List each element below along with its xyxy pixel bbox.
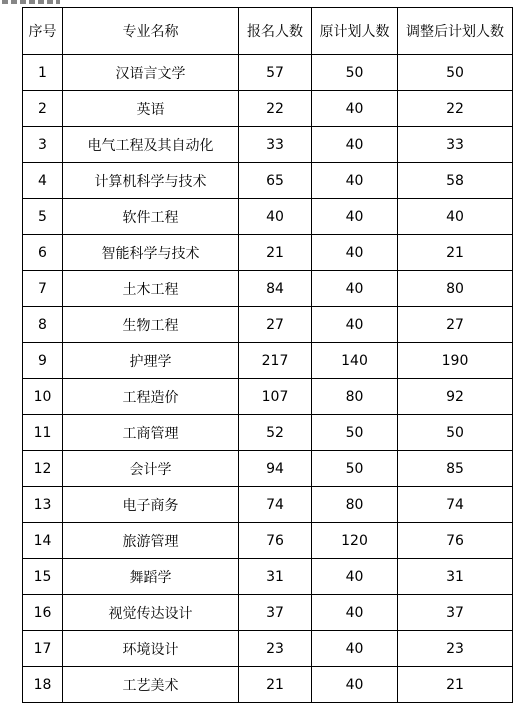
- table-row: [23, 451, 513, 487]
- cell-original-plan: 50: [312, 415, 398, 451]
- table-row: [23, 415, 513, 451]
- cell-adjusted-plan: 21: [398, 235, 513, 271]
- table-row: [23, 163, 513, 199]
- cell-major-name: 会计学: [63, 451, 239, 487]
- table-row: [23, 559, 513, 595]
- cell-adjusted-plan: 40: [398, 199, 513, 235]
- table-row: [23, 235, 513, 271]
- cell-adjusted-plan: 21: [398, 667, 513, 703]
- cell-adjusted-plan: 23: [398, 631, 513, 667]
- cell-serial-number: 18: [23, 667, 63, 703]
- cell-original-plan: 40: [312, 271, 398, 307]
- cell-adjusted-plan: 31: [398, 559, 513, 595]
- table-row: [23, 343, 513, 379]
- cell-major-name: 工艺美术: [63, 667, 239, 703]
- cell-serial-number: 9: [23, 343, 63, 379]
- cell-original-plan: 40: [312, 235, 398, 271]
- cell-major-name: 视觉传达设计: [63, 595, 239, 631]
- header-applicants: 报名人数: [239, 8, 312, 55]
- cell-major-name: 英语: [63, 91, 239, 127]
- cell-applicants: 65: [239, 163, 312, 199]
- cell-serial-number: 6: [23, 235, 63, 271]
- cell-applicants: 94: [239, 451, 312, 487]
- cell-adjusted-plan: 27: [398, 307, 513, 343]
- header-original-plan: 原计划人数: [312, 8, 398, 55]
- cell-original-plan: 40: [312, 163, 398, 199]
- cell-adjusted-plan: 50: [398, 415, 513, 451]
- table-row: [23, 487, 513, 523]
- cell-applicants: 107: [239, 379, 312, 415]
- cropped-caption-fragment: [0, 0, 520, 6]
- table-row: [23, 91, 513, 127]
- cell-applicants: 57: [239, 55, 312, 91]
- cell-major-name: 汉语言文学: [63, 55, 239, 91]
- cell-major-name: 计算机科学与技术: [63, 163, 239, 199]
- cell-serial-number: 1: [23, 55, 63, 91]
- cell-original-plan: 80: [312, 379, 398, 415]
- table-row: [23, 55, 513, 91]
- cell-adjusted-plan: 190: [398, 343, 513, 379]
- cell-applicants: 84: [239, 271, 312, 307]
- cell-major-name: 工程造价: [63, 379, 239, 415]
- cell-original-plan: 50: [312, 451, 398, 487]
- cell-applicants: 27: [239, 307, 312, 343]
- cell-adjusted-plan: 76: [398, 523, 513, 559]
- cell-applicants: 22: [239, 91, 312, 127]
- table-row: [23, 523, 513, 559]
- cell-adjusted-plan: 74: [398, 487, 513, 523]
- cell-major-name: 智能科学与技术: [63, 235, 239, 271]
- header-adjusted-plan: 调整后计划人数: [398, 8, 513, 55]
- cell-serial-number: 12: [23, 451, 63, 487]
- header-major-name: 专业名称: [63, 8, 239, 55]
- cell-serial-number: 2: [23, 91, 63, 127]
- table-row: [23, 271, 513, 307]
- cell-major-name: 生物工程: [63, 307, 239, 343]
- cell-serial-number: 17: [23, 631, 63, 667]
- table-row: [23, 127, 513, 163]
- cell-adjusted-plan: 50: [398, 55, 513, 91]
- cell-serial-number: 8: [23, 307, 63, 343]
- table-row: [23, 631, 513, 667]
- cell-applicants: 33: [239, 127, 312, 163]
- table-row: [23, 199, 513, 235]
- cell-serial-number: 10: [23, 379, 63, 415]
- cell-serial-number: 16: [23, 595, 63, 631]
- cell-applicants: 21: [239, 667, 312, 703]
- cell-applicants: 37: [239, 595, 312, 631]
- cell-adjusted-plan: 85: [398, 451, 513, 487]
- cell-applicants: 40: [239, 199, 312, 235]
- cell-original-plan: 40: [312, 199, 398, 235]
- cell-original-plan: 40: [312, 127, 398, 163]
- cell-adjusted-plan: 58: [398, 163, 513, 199]
- cell-original-plan: 40: [312, 307, 398, 343]
- table-row: [23, 307, 513, 343]
- enrollment-plan-table: [22, 7, 513, 703]
- header-serial-number: 序号: [23, 8, 63, 55]
- cell-major-name: 电气工程及其自动化: [63, 127, 239, 163]
- cell-major-name: 舞蹈学: [63, 559, 239, 595]
- cell-original-plan: 40: [312, 631, 398, 667]
- cell-serial-number: 5: [23, 199, 63, 235]
- cell-original-plan: 140: [312, 343, 398, 379]
- cell-major-name: 土木工程: [63, 271, 239, 307]
- cell-serial-number: 11: [23, 415, 63, 451]
- cell-original-plan: 50: [312, 55, 398, 91]
- cell-original-plan: 80: [312, 487, 398, 523]
- cell-major-name: 电子商务: [63, 487, 239, 523]
- cell-adjusted-plan: 92: [398, 379, 513, 415]
- cell-serial-number: 14: [23, 523, 63, 559]
- table-row: [23, 667, 513, 703]
- cell-serial-number: 3: [23, 127, 63, 163]
- cell-adjusted-plan: 33: [398, 127, 513, 163]
- cell-applicants: 31: [239, 559, 312, 595]
- cell-serial-number: 15: [23, 559, 63, 595]
- cell-original-plan: 40: [312, 91, 398, 127]
- cell-serial-number: 7: [23, 271, 63, 307]
- cell-original-plan: 120: [312, 523, 398, 559]
- cell-adjusted-plan: 80: [398, 271, 513, 307]
- cell-applicants: 217: [239, 343, 312, 379]
- table-row: [23, 595, 513, 631]
- cell-applicants: 21: [239, 235, 312, 271]
- cell-applicants: 52: [239, 415, 312, 451]
- cell-applicants: 76: [239, 523, 312, 559]
- cell-applicants: 74: [239, 487, 312, 523]
- cell-major-name: 工商管理: [63, 415, 239, 451]
- cell-serial-number: 4: [23, 163, 63, 199]
- cell-major-name: 护理学: [63, 343, 239, 379]
- cell-adjusted-plan: 22: [398, 91, 513, 127]
- cell-major-name: 旅游管理: [63, 523, 239, 559]
- cell-major-name: 环境设计: [63, 631, 239, 667]
- table-row: [23, 379, 513, 415]
- cell-major-name: 软件工程: [63, 199, 239, 235]
- cell-applicants: 23: [239, 631, 312, 667]
- cell-original-plan: 40: [312, 667, 398, 703]
- cropped-text-ink: [2, 0, 60, 4]
- table-header-row: [23, 8, 513, 55]
- cell-original-plan: 40: [312, 595, 398, 631]
- cell-serial-number: 13: [23, 487, 63, 523]
- cell-adjusted-plan: 37: [398, 595, 513, 631]
- cell-original-plan: 40: [312, 559, 398, 595]
